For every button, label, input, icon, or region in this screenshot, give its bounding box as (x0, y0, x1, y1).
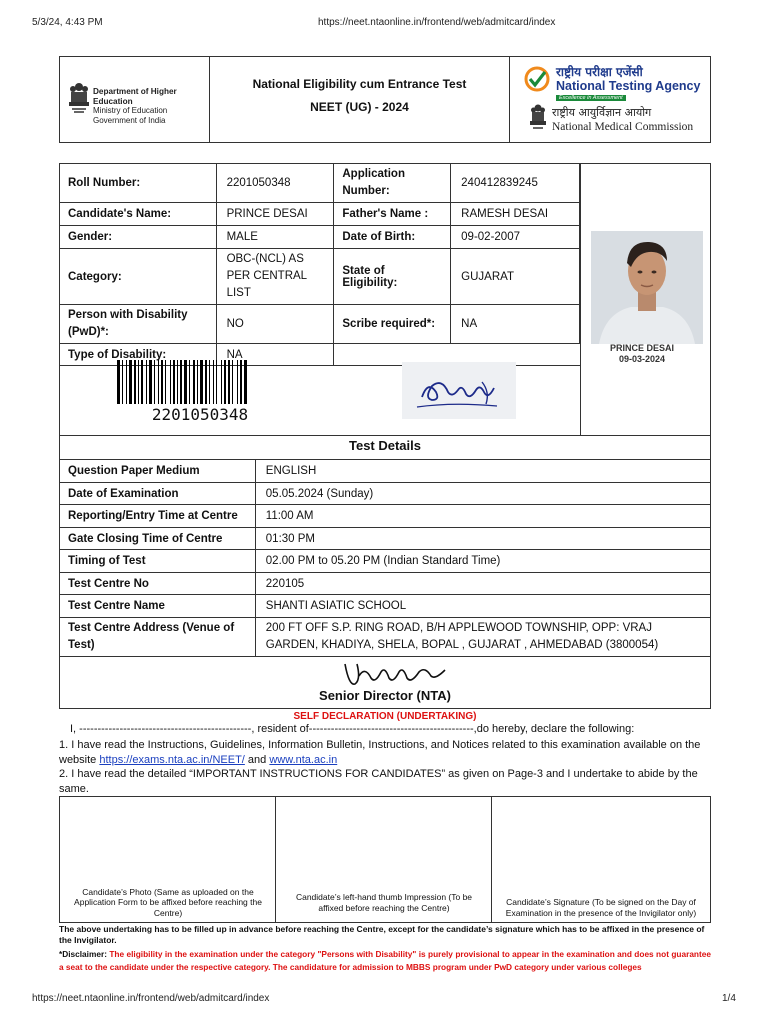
roll-number-label: Roll Number: (60, 164, 217, 203)
centre-no-label: Test Centre No (60, 573, 256, 595)
father-name-label: Father's Name : (334, 203, 451, 226)
table-row (60, 618, 711, 657)
candidate-signature (402, 362, 516, 419)
nmc-hindi: राष्ट्रीय आयुर्विज्ञान आयोग (552, 106, 652, 119)
barcode-bar (158, 360, 159, 404)
barcode-bar (221, 360, 222, 404)
barcode-bar (129, 360, 132, 404)
gate-closing-label: Gate Closing Time of Centre (60, 528, 256, 550)
pwd-label: Person with Disability (PwD)*: (60, 305, 217, 344)
nmc-emblem-icon (530, 103, 546, 133)
roll-number-value: 2201050348 (216, 164, 334, 203)
barcode-bar (216, 360, 217, 404)
nta-tagline: Excellence in Assessment (556, 95, 626, 101)
nta-check-logo-icon (524, 66, 550, 92)
disability-type-label: Type of Disability: (60, 344, 217, 366)
print-url: https://neet.ntaonline.in/frontend/web/admitcard/index (318, 17, 556, 28)
dob-value: 09-02-2007 (451, 226, 580, 249)
table-row (60, 305, 580, 344)
dob-label: Date of Birth: (334, 226, 451, 249)
barcode-icon (115, 360, 289, 404)
state-value: GUJARAT (451, 249, 580, 305)
barcode-bar (244, 360, 247, 404)
barcode-bar (237, 360, 238, 404)
table-row (60, 164, 580, 203)
barcode-bar (189, 360, 190, 404)
reporting-time-value: 11:00 AM (255, 505, 710, 528)
print-datetime: 5/3/24, 4:43 PM (32, 17, 103, 28)
table-row (60, 528, 711, 550)
test-details-table (59, 459, 711, 657)
barcode-bar (126, 360, 127, 404)
ashoka-emblem-icon (68, 81, 90, 115)
candidate-name-value: PRINCE DESAI (216, 203, 334, 226)
gender-label: Gender: (60, 226, 217, 249)
declaration-item2: 2. I have read the detailed “IMPORTANT INSTRUCTIONS FOR CANDIDATES” as given on Page-3 and I undertake to abide by the same. (59, 768, 698, 795)
barcode-bar (180, 360, 182, 404)
undertaking-boxes (59, 796, 711, 923)
centre-address-value: 200 FT OFF S.P. RING ROAD, B/H APPLEWOOD TOWNSHIP, OPP: VRAJ GARDEN, KHADIYA, SHELA, BOPAL , GUJARAT , AHMEDABAD (3800054) (255, 618, 710, 657)
disclaimer (59, 948, 711, 974)
declaration-item1-text: 1. I have read the Instructions, Guidelines, Information Bulletin, Instructions, and Notices related to this examination available on the website (59, 739, 701, 766)
nta-hindi: राष्ट्रीय परीक्षा एजेंसी (556, 65, 643, 79)
nmc-english: National Medical Commission (552, 121, 694, 133)
director-signature-icon (335, 658, 455, 690)
photo-caption (582, 343, 702, 365)
admit-card-header (59, 56, 711, 143)
barcode-bar (170, 360, 171, 404)
exam-date-label: Date of Examination (60, 483, 256, 505)
nta-neet-link[interactable]: https://exams.nta.ac.in/NEET/ (99, 753, 245, 766)
barcode-bar (161, 360, 163, 404)
undertaking-note: The above undertaking has to be filled up in advance before reaching the Centre, except for the candidate’s signature which has to be affixed in the presence of the Invigilator. (59, 924, 705, 945)
medium-label: Question Paper Medium (60, 460, 256, 483)
table-row (60, 203, 580, 226)
table-row (60, 483, 711, 505)
barcode-number: 2201050348 (151, 405, 249, 424)
barcode-bar (165, 360, 166, 404)
test-details-heading: Test Details (348, 438, 421, 453)
barcode-bar (205, 360, 207, 404)
barcode-bar (122, 360, 123, 404)
application-number-label: Application Number: (334, 164, 451, 203)
disclaimer-label: *Disclaimer: (59, 949, 107, 959)
centre-name-label: Test Centre Name (60, 595, 256, 618)
reporting-time-label: Reporting/Entry Time at Centre (60, 505, 256, 528)
candidate-signature-box (492, 797, 710, 922)
footer-page: 1/4 (722, 993, 736, 1004)
barcode-bar (141, 360, 143, 404)
scribe-label: Scribe required*: (334, 305, 451, 344)
thumb-impression-box (276, 797, 492, 922)
test-timing-label: Timing of Test (60, 550, 256, 573)
table-row (60, 249, 580, 305)
centre-address-label: Test Centre Address (Venue of Test) (60, 618, 256, 657)
table-row (60, 226, 580, 249)
footer-url: https://neet.ntaonline.in/frontend/web/admitcard/index (32, 993, 270, 1004)
declaration-item1 (59, 738, 719, 767)
table-row (60, 595, 711, 618)
declaration-title: SELF DECLARATION (UNDERTAKING) (293, 711, 477, 722)
barcode-bar (240, 360, 242, 404)
govt-name: Government of India (93, 115, 166, 125)
barcode-bar (149, 360, 152, 404)
application-number-value: 240412839245 (451, 164, 580, 203)
photo-name: PRINCE DESAI (609, 343, 674, 353)
photo-affix-caption: Candidate’s Photo (Same as uploaded on the Application Form to be affixed before reaching the Centre) (74, 886, 262, 918)
father-name-value: RAMESH DESAI (451, 203, 580, 226)
candidate-name-label: Candidate's Name: (60, 203, 217, 226)
exam-title-block (210, 57, 510, 142)
ministry-text (93, 87, 209, 125)
table-row (60, 550, 711, 573)
candidate-photo (591, 231, 703, 344)
exam-subtitle: NEET (UG) - 2024 (310, 100, 409, 114)
disclaimer-text: The eligibility in the examination under the category "Persons with Disability" is purely provisional to appear in the examination and does not guarantee a seat to the candidate under the respective category. The candidature for admission to MBBS program under PwD category under various colleges (59, 949, 711, 972)
scribe-value: NA (451, 305, 580, 344)
ministry-name: Ministry of Education (93, 106, 168, 115)
signature-box-caption: Candidate’s Signature (To be signed on the Day of Examination in the presence of the Invigilator only) (505, 897, 697, 918)
barcode-bar (146, 360, 147, 404)
signature-icon (402, 362, 516, 419)
medium-value: ENGLISH (255, 460, 710, 483)
barcode-bar (232, 360, 233, 404)
barcode-bar (117, 360, 120, 404)
centre-name-value: SHANTI ASIATIC SCHOOL (255, 595, 710, 618)
category-value: OBC-(NCL) AS PER CENTRAL LIST (216, 249, 334, 305)
state-label: State of Eligibility: (334, 249, 451, 305)
exam-title: National Eligibility cum Entrance Test (252, 77, 467, 91)
barcode-bar (213, 360, 214, 404)
barcode-bar (224, 360, 226, 404)
centre-no-value: 220105 (255, 573, 710, 595)
barcode-bar (134, 360, 136, 404)
barcode-bar (209, 360, 210, 404)
nta-logo-block (510, 57, 710, 142)
exam-date-value: 05.05.2024 (Sunday) (255, 483, 710, 505)
person-photo-icon (591, 231, 703, 344)
ministry-logo-block (60, 57, 210, 142)
barcode-bar (193, 360, 195, 404)
declaration-line1: I, -----------------------------------------------, resident of---------------------------------------------,do hereby, declare the following: (70, 723, 635, 735)
nta-website-link[interactable]: www.nta.ac.in (269, 753, 338, 766)
barcode-bar (173, 360, 175, 404)
barcode-bar (154, 360, 155, 404)
table-row (60, 460, 711, 483)
barcode-bar (184, 360, 187, 404)
gender-value: MALE (216, 226, 334, 249)
barcode-bar (177, 360, 178, 404)
table-row (60, 573, 711, 595)
and-text: and (244, 753, 270, 766)
dept-name: Department of Higher Education (93, 87, 177, 106)
category-label: Category: (60, 249, 217, 305)
barcode-bar (200, 360, 203, 404)
barcode-bar (228, 360, 230, 404)
candidate-details-table (59, 163, 580, 366)
photo-date: 09-03-2024 (618, 354, 666, 364)
disability-type-value: NA (216, 344, 334, 366)
nta-english: National Testing Agency (556, 79, 701, 93)
barcode-bar (197, 360, 198, 404)
photo-affix-box (60, 797, 276, 922)
thumb-impression-caption: Candidate’s left-hand thumb Impression (To be affixed before reaching the Centre) (295, 892, 473, 913)
pwd-value: NO (216, 305, 334, 344)
director-title: Senior Director (NTA) (319, 688, 451, 703)
table-row (60, 505, 711, 528)
test-timing-value: 02.00 PM to 05.20 PM (Indian Standard Time) (255, 550, 710, 573)
barcode-bar (138, 360, 139, 404)
gate-closing-value: 01:30 PM (255, 528, 710, 550)
